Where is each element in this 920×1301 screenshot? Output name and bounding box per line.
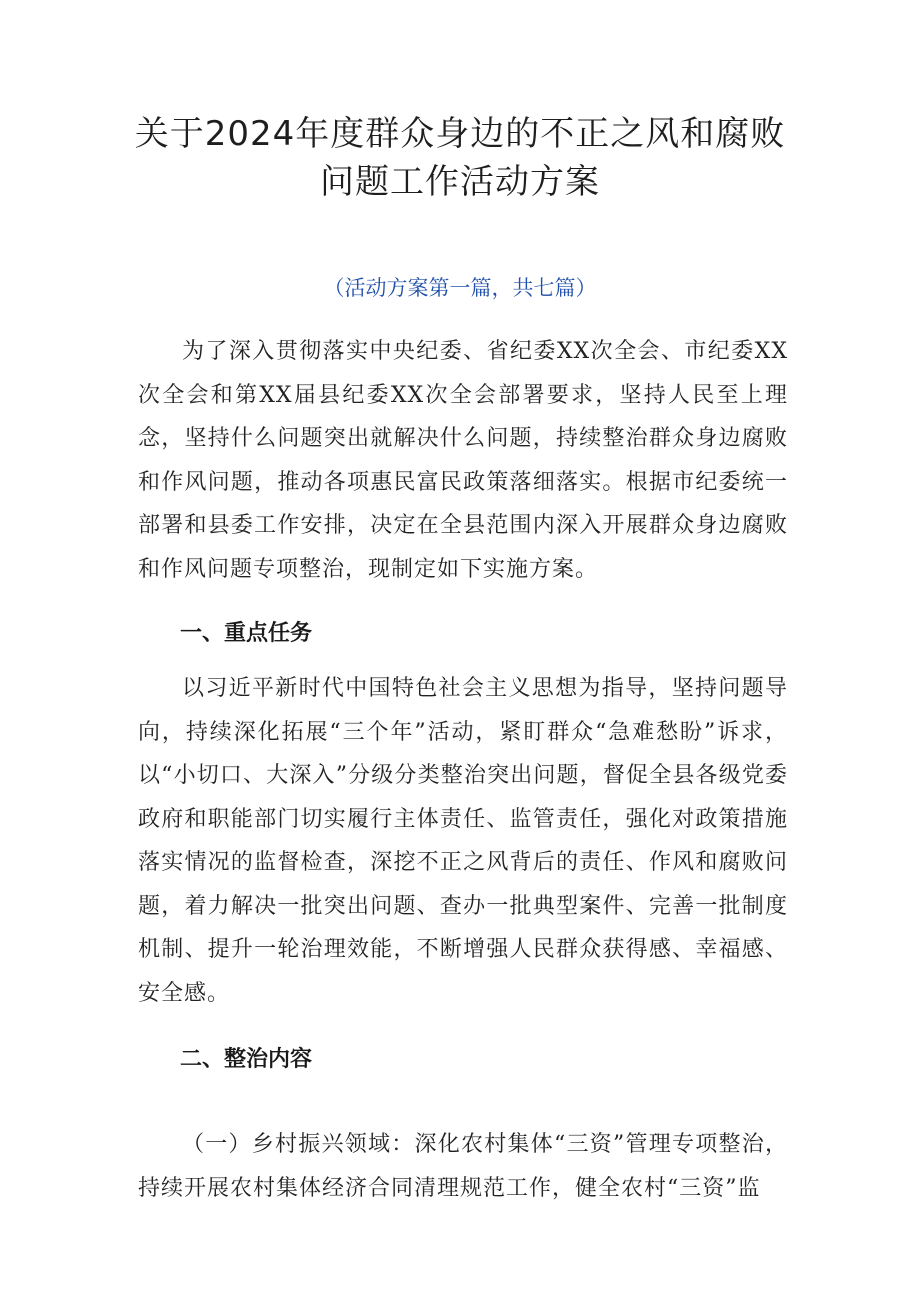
intro-paragraph: 为了深入贯彻落实中央纪委、省纪委XX次全会、市纪委XX次全会和第XX届县纪委XX次全会部署要求，坚持人民至上理念，坚持什么问题突出就解决什么问题，持续整治群众身边腐败和作风问题，推动各项惠民富民政策落细落实。根据市纪委统一部署和县委工作安排，决定在全县范围内深入开展群众身边腐败和作风问题专项整治，现制定如下实施方案。 [138, 339, 788, 582]
section-heading-key-tasks: 一、重点任务 [180, 621, 313, 646]
document-title-line1: 关于2024年度群众身边的不正之风和腐败 [134, 114, 786, 154]
section-body-rectification-content: （一）乡村振兴领域：深化农村集体“三资”管理专项整治，持续开展农村集体经济合同清理规范工作，健全农村“三资”监 [138, 1132, 788, 1201]
section-body-key-tasks: 以习近平新时代中国特色社会主义思想为指导，坚持问题导向，持续深化拓展“三个年”活动，紧盯群众“急难愁盼”诉求，以“小切口、大深入”分级分类整治突出问题，督促全县各级党委政府和职能部门切实履行主体责任、监管责任，强化对政策措施落实情况的监督检查，深挖不正之风背后的责任、作风和腐败问题，着力解决一批突出问题、查办一批典型案件、完善一批制度机制、提升一轮治理效能，不断增强人民群众获得感、幸福感、安全感。 [138, 676, 788, 1006]
section-heading-rectification-content: 二、整治内容 [180, 1047, 313, 1072]
document-title-line2: 问题工作活动方案 [320, 162, 600, 202]
document-subtitle: （活动方案第一篇，共七篇） [323, 276, 597, 300]
